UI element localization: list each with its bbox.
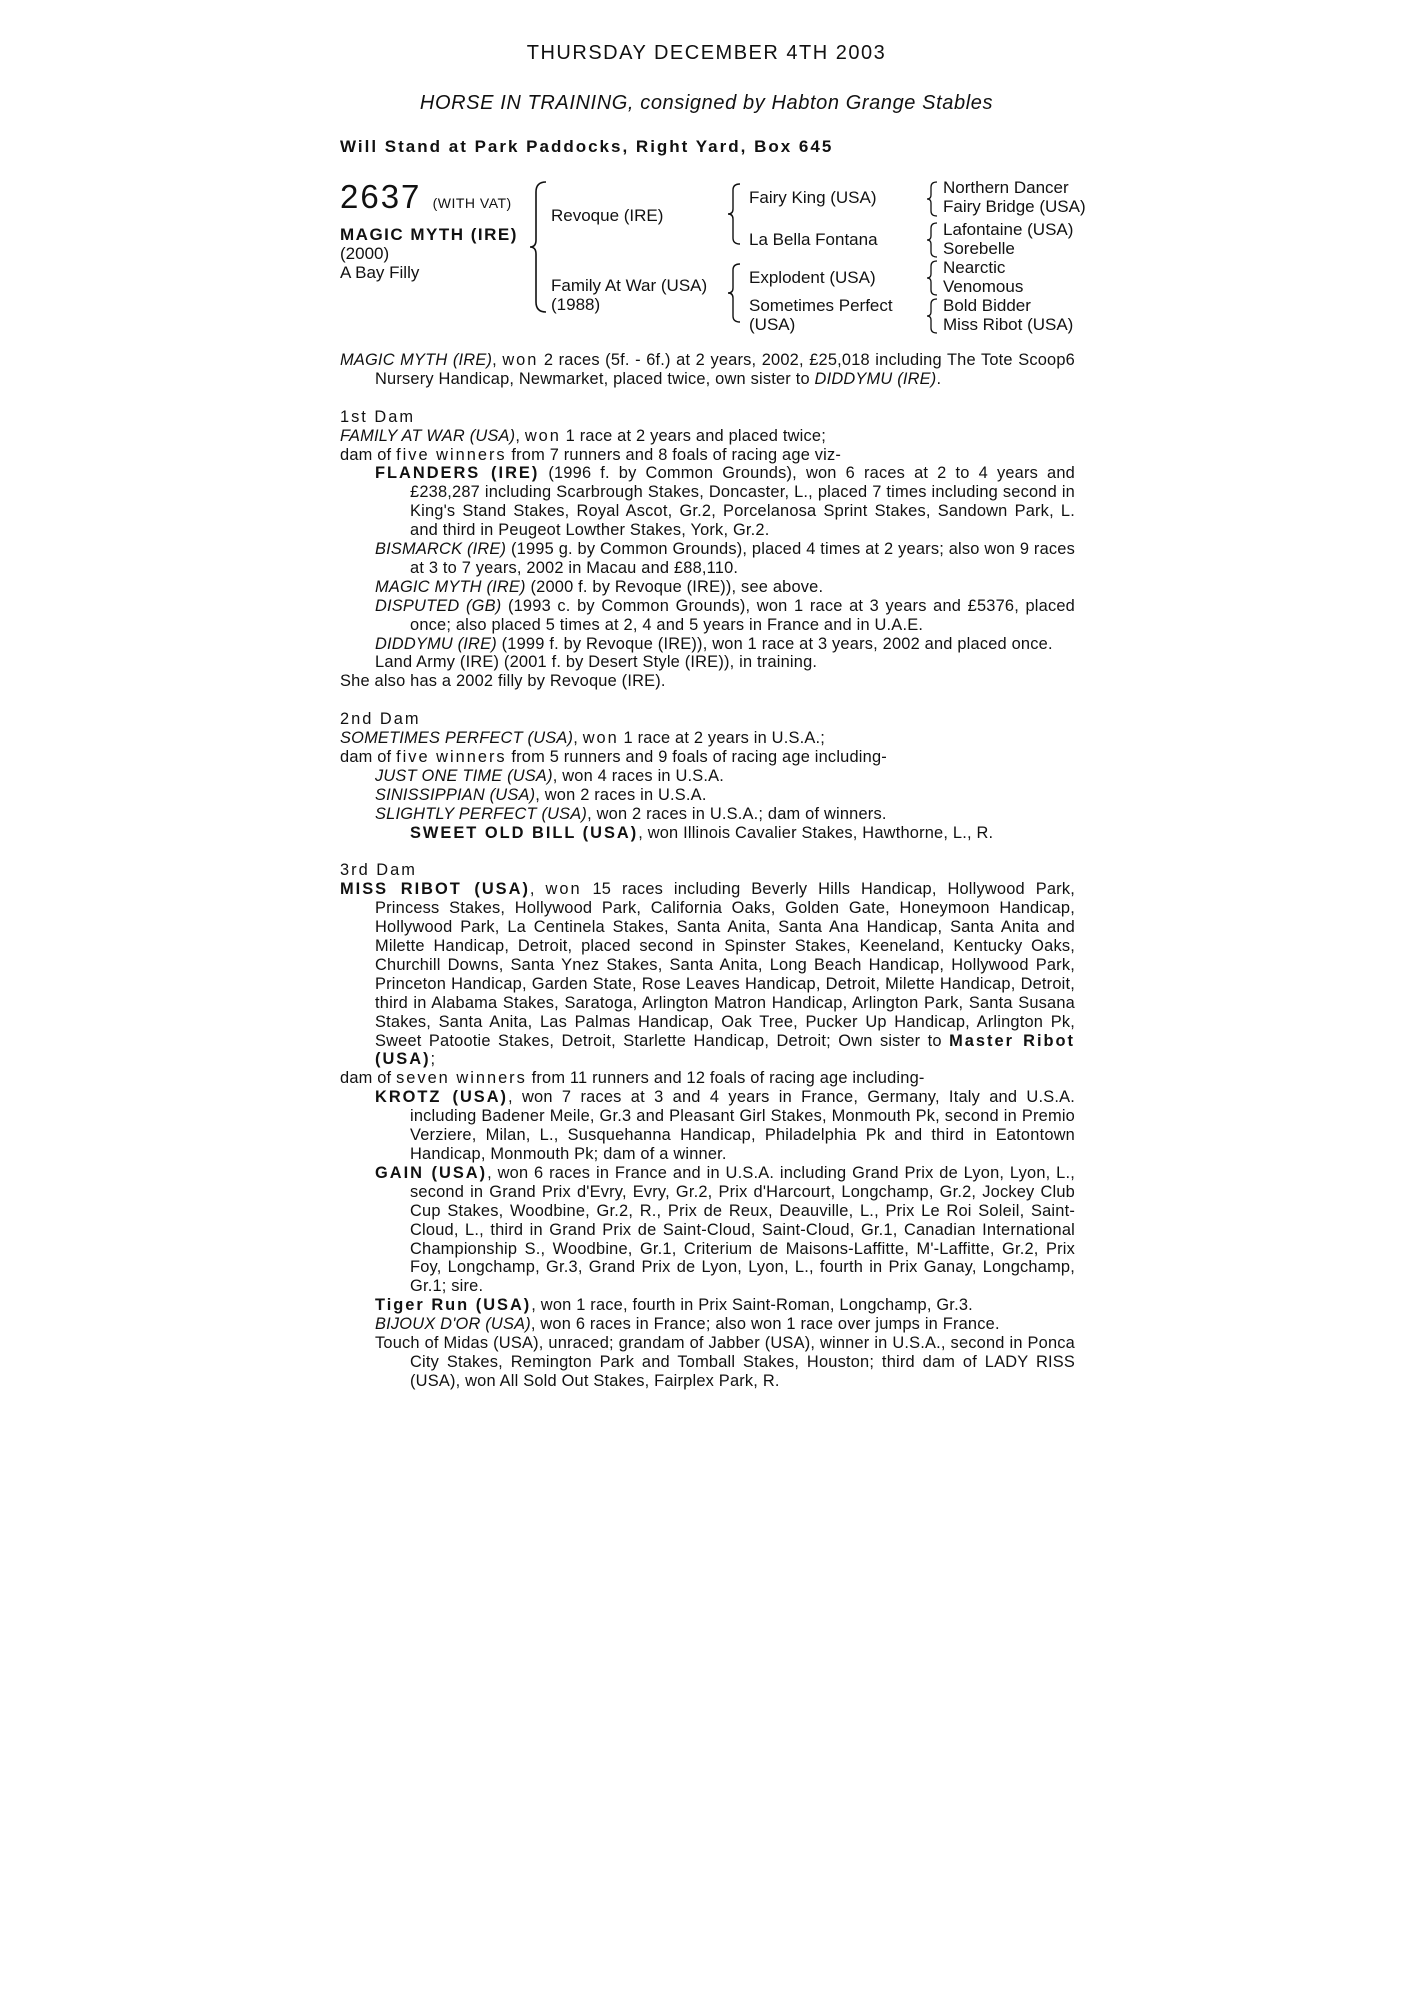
progeny-entry	[340, 786, 1075, 805]
won-label: won	[502, 351, 539, 369]
progeny-entry	[340, 1164, 1075, 1296]
vat-note: (WITH VAT)	[432, 195, 512, 211]
progeny-text: (1996 f. by Common Grounds), won 6 races at 2 to 4 years and £238,287 including Scarbrough Stakes, Doncaster, L., placed 7 times including second in King's Stand Stakes, Royal Ascot, Gr.2, Porcelanosa Sprint Stakes, Sandown Park, L. and third in Peugeot Lowther Stakes, York, Gr.2.	[410, 464, 1075, 540]
pedigree-ggp-1: Northern Dancer	[943, 178, 1069, 197]
first-dam-record: FAMILY AT WAR (USA), won 1 race at 2 years and placed twice;	[340, 426, 826, 445]
second-dam-winners: five winners	[396, 748, 507, 766]
progeny-text: , won 4 races in U.S.A.	[552, 766, 725, 785]
pedigree-brace-ggp-1	[926, 180, 940, 218]
progeny-text: (1999 f. by Revoque (IRE)), won 1 race at 3 years, 2002 and placed once.	[496, 634, 1053, 653]
horse-description: A Bay Filly	[340, 263, 420, 282]
pedigree-ggp-6: Venomous	[943, 277, 1024, 296]
progeny-text: (1995 g. by Common Grounds), placed 4 times at 2 years; also won 9 races at 3 to 7 years, 2002 in Macau and £88,110.	[410, 540, 1075, 577]
progeny-entry	[340, 1088, 1075, 1164]
progeny-entry	[340, 767, 1075, 786]
first-dam-text: 1 race at 2 years and placed twice;	[560, 426, 826, 445]
progeny-entry	[340, 1296, 1075, 1315]
progeny-name: DISPUTED (GB)	[375, 596, 502, 615]
progeny-name: KROTZ (USA)	[375, 1088, 509, 1107]
first-dam-winners: five winners	[396, 445, 507, 464]
progeny-text: , won 7 races at 3 and 4 years in France, Germany, Italy and U.S.A. including Badener Meile, Gr.3 and Pleasant Girl Stakes, Monmouth Pk, second in Premio Verziere, Milan, L., Susquehanna Handicap, Philadelphia Pk and third in Eatontown Handicap, Monmouth Pk; dam of a winner.	[410, 1088, 1075, 1164]
pedigree-ggp-5: Nearctic	[943, 258, 1006, 277]
sale-date: THURSDAY DECEMBER 4TH 2003	[526, 42, 887, 64]
pedigree-dam-year: (1988)	[551, 295, 601, 314]
progeny-text: (2000 f. by Revoque (IRE)), see above.	[525, 577, 824, 596]
progeny-entry	[340, 805, 1075, 824]
third-dam-winners: seven winners	[396, 1069, 527, 1088]
progeny-name: DIDDYMU (IRE)	[375, 634, 497, 653]
progeny-text: , won 6 races in France and in U.S.A. including Grand Prix de Lyon, Lyon, L., second in Grand Prix d'Evry, Evry, Gr.2, Prix d'Harcourt, Longchamp, Gr.2, Jockey Club Cup Stakes, Woodbine, Gr.2, R., Prix de Reux, Deauville, L., Prix Le Roi Soleil, Saint-Cloud, L., third in Grand Prix de Saint-Cloud, Saint-Cloud, Gr.1, Canadian International Championship S., Woodbine, Gr.1, Criterium de Maisons-Laffitte, M'-Laffitte, Gr.2, Prix Foy, Longchamp, Gr.3, Grand Prix de Lyon, Lyon, L., fourth in Prix Ganay, Longchamp, Gr.1; sire.	[410, 1163, 1075, 1296]
pedigree-ggp-2: Fairy Bridge (USA)	[943, 197, 1086, 216]
pedigree-brace-ggp-2	[926, 221, 940, 259]
race-summary: MAGIC MYTH (IRE), won 2 races (5f. - 6f.) at 2 years, 2002, £25,018 including The Tote Scoop6 Nursery Handicap, Newmarket, placed twice, own sister to DIDDYMU (IRE).	[340, 351, 1075, 388]
pedigree-dam-dam-line1: Sometimes Perfect	[749, 296, 893, 315]
second-dam-won: won	[582, 729, 619, 748]
third-dam-text: 15 races including Beverly Hills Handicap, Hollywood Park, Princess Stakes, Hollywood Park, California Oaks, Golden Gate, Honeymoon Handicap, Hollywood Park, La Centinela Stakes, Santa Anita, Santa Ana Handicap, Santa Anita and Milette Handicap, Detroit, placed second in Spinster Stakes, Keeneland, Kentucky Oaks, Churchill Downs, Santa Ynez Stakes, Santa Anita, Long Beach Handicap, Hollywood Park, Princeton Handicap, Garden State, Rose Leaves Handicap, Detroit, Milette Handicap, Detroit, third in Alabama Stakes, Saratoga, Arlington Matron Handicap, Arlington Park, Santa Susana Stakes, Santa Anita, Las Palmas Handicap, Oak Tree, Pucker Up Handicap, Arlington Pk, Sweet Patootie Stakes, Detroit, Starlette Handicap, Detroit; Own sister to	[375, 880, 1075, 1050]
pedigree-brace-dam	[727, 262, 743, 324]
progeny-entry	[340, 540, 1075, 578]
progeny-entry	[340, 653, 1075, 672]
pedigree-dam-sire: Explodent (USA)	[749, 268, 876, 287]
pedigree-ggp-3: Lafontaine (USA)	[943, 220, 1074, 239]
third-dam-record: MISS RIBOT (USA), won 15 races including Beverly Hills Handicap, Hollywood Park, Princess Stakes, Hollywood Park, California Oaks, Golden Gate, Honeymoon Handicap, Hollywood Park, La Centinela Stakes, Santa Anita, Santa Ana Handicap, Santa Anita and Milette Handicap, Detroit, placed second in Spinster Stakes, Keeneland, Kentucky Oaks, Churchill Downs, Santa Ynez Stakes, Santa Anita, Long Beach Handicap, Hollywood Park, Princeton Handicap, Garden State, Rose Leaves Handicap, Detroit, Milette Handicap, Detroit, third in Alabama Stakes, Saratoga, Arlington Matron Handicap, Arlington Park, Santa Susana Stakes, Santa Anita, Las Palmas Handicap, Oak Tree, Pucker Up Handicap, Arlington Pk, Sweet Patootie Stakes, Detroit, Starlette Handicap, Detroit; Own sister to Master Ribot (USA);	[340, 880, 1076, 1069]
pedigree-dam-dam-line2: (USA)	[749, 315, 796, 334]
progeny-entry	[340, 1334, 1075, 1391]
progeny-name: BIJOUX D'OR (USA)	[375, 1315, 531, 1334]
third-dam-name: MISS RIBOT (USA)	[340, 880, 530, 899]
first-dam-heading: 1st Dam	[340, 407, 416, 426]
progeny-text: , unraced; grandam of Jabber (USA), winner in U.S.A., second in Ponca City Stakes, Remington Park and Tomball Stakes, Houston; third dam of LADY RISS (USA), won All Sold Out Stakes, Fairplex Park, R.	[410, 1334, 1075, 1390]
progeny-text: , won 6 races in France; also won 1 race over jumps in France.	[530, 1315, 1000, 1334]
progeny-entry	[340, 578, 1075, 597]
pedigree-ggp-7: Bold Bidder	[943, 296, 1031, 315]
progeny-entry	[340, 1315, 1075, 1334]
third-dam-won: won	[545, 880, 582, 899]
second-dam-text: 1 race at 2 years in U.S.A.;	[618, 729, 825, 748]
progeny-name: SINISSIPPIAN (USA)	[375, 785, 536, 804]
progeny-text: , won 1 race, fourth in Prix Saint-Roman, Longchamp, Gr.3.	[531, 1296, 973, 1315]
first-dam-produce-a: dam of	[340, 445, 397, 464]
pedigree-brace-ggp-3	[926, 259, 940, 297]
progeny-name: BISMARCK (IRE)	[375, 540, 507, 559]
pedigree-brace-ggp-4	[926, 297, 940, 335]
first-dam-produce-c: from 7 runners and 8 foals of racing age viz-	[506, 445, 842, 464]
grandchild-name: SWEET OLD BILL (USA)	[410, 823, 639, 842]
consignment-title: HORSE IN TRAINING	[419, 92, 628, 114]
stand-location: Will Stand at Park Paddocks, Right Yard, Box 645	[340, 137, 834, 156]
first-dam-name: FAMILY AT WAR (USA)	[340, 426, 516, 445]
second-dam-heading: 2nd Dam	[340, 710, 421, 729]
first-dam-also: She also has a 2002 filly by Revoque (IRE).	[340, 672, 666, 691]
second-dam-record: SOMETIMES PERFECT (USA), won 1 race at 2 years in U.S.A.;	[340, 729, 825, 748]
third-dam-produce-c: from 11 runners and 12 foals of racing age including-	[526, 1069, 925, 1088]
first-dam-produce	[340, 446, 1075, 465]
progeny-text: (1993 c. by Common Grounds), won 1 race at 3 years and £5376, placed once; also placed 5 times at 2, 4 and 5 years in France and in U.A.E.	[410, 596, 1075, 634]
lot-number-line	[340, 178, 512, 216]
third-dam-produce-a: dam of	[340, 1069, 397, 1088]
third-dam-sister: Master Ribot (USA)	[375, 1031, 1076, 1069]
progeny-name: Touch of Midas (USA)	[375, 1334, 539, 1353]
progeny-entry	[340, 635, 1075, 654]
third-dam-heading: 3rd Dam	[340, 861, 417, 880]
pedigree-dam: Family At War (USA)	[551, 276, 708, 295]
progeny-name: FLANDERS (IRE)	[375, 464, 540, 483]
consignment-rest: , consigned by Habton Grange Stables	[627, 92, 994, 114]
lot-number: 2637	[340, 178, 422, 215]
pedigree-ggp-4: Sorebelle	[943, 239, 1015, 258]
summary-end: .	[936, 369, 942, 388]
summary-text: 2 races (5f. - 6f.) at 2 years, 2002, £25,018 including The Tote Scoop6 Nursery Handicap, Newmarket, placed twice, own sister to	[375, 351, 1075, 388]
third-dam-end: ;	[430, 1050, 436, 1069]
second-dam-produce	[340, 748, 1075, 767]
second-dam-name: SOMETIMES PERFECT (USA)	[340, 729, 574, 748]
foaling-year: (2000)	[340, 244, 390, 263]
pedigree-brace-main	[528, 180, 550, 315]
second-dam-produce-c: from 5 runners and 9 foals of racing age including-	[506, 748, 887, 766]
second-dam-produce-a: dam of	[340, 748, 397, 766]
summary-sister: DIDDYMU (IRE)	[814, 369, 937, 388]
progeny-name: Land Army (IRE)	[375, 653, 500, 672]
progeny-name: Tiger Run (USA)	[375, 1296, 532, 1315]
progeny-name: JUST ONE TIME (USA)	[375, 766, 553, 785]
horse-name: MAGIC MYTH (IRE)	[340, 225, 518, 244]
summary-horse-name: MAGIC MYTH (IRE)	[340, 351, 493, 369]
third-dam-produce	[340, 1069, 1075, 1088]
pedigree-sire-dam: La Bella Fontana	[749, 230, 878, 249]
progeny-text: (2001 f. by Desert Style (IRE)), in training.	[499, 653, 818, 672]
progeny-entry	[340, 464, 1075, 540]
grandchild-entry	[340, 824, 1075, 843]
progeny-text: , won 2 races in U.S.A.	[535, 785, 707, 804]
pedigree-ggp-8: Miss Ribot (USA)	[943, 315, 1074, 334]
progeny-entry	[340, 597, 1075, 635]
progeny-name: GAIN (USA)	[375, 1163, 488, 1182]
pedigree-sire: Revoque (IRE)	[551, 206, 664, 225]
progeny-name: SLIGHTLY PERFECT (USA)	[375, 804, 588, 823]
pedigree-sire-sire: Fairy King (USA)	[749, 188, 877, 207]
consignment-line	[0, 92, 1413, 115]
grandchild-text: , won Illinois Cavalier Stakes, Hawthorne, L., R.	[638, 823, 994, 842]
pedigree-brace-sire	[727, 182, 743, 246]
progeny-text: , won 2 races in U.S.A.; dam of winners.	[587, 804, 887, 823]
first-dam-won: won	[524, 426, 561, 445]
catalogue-body	[340, 351, 1075, 1391]
progeny-name: MAGIC MYTH (IRE)	[375, 577, 526, 596]
